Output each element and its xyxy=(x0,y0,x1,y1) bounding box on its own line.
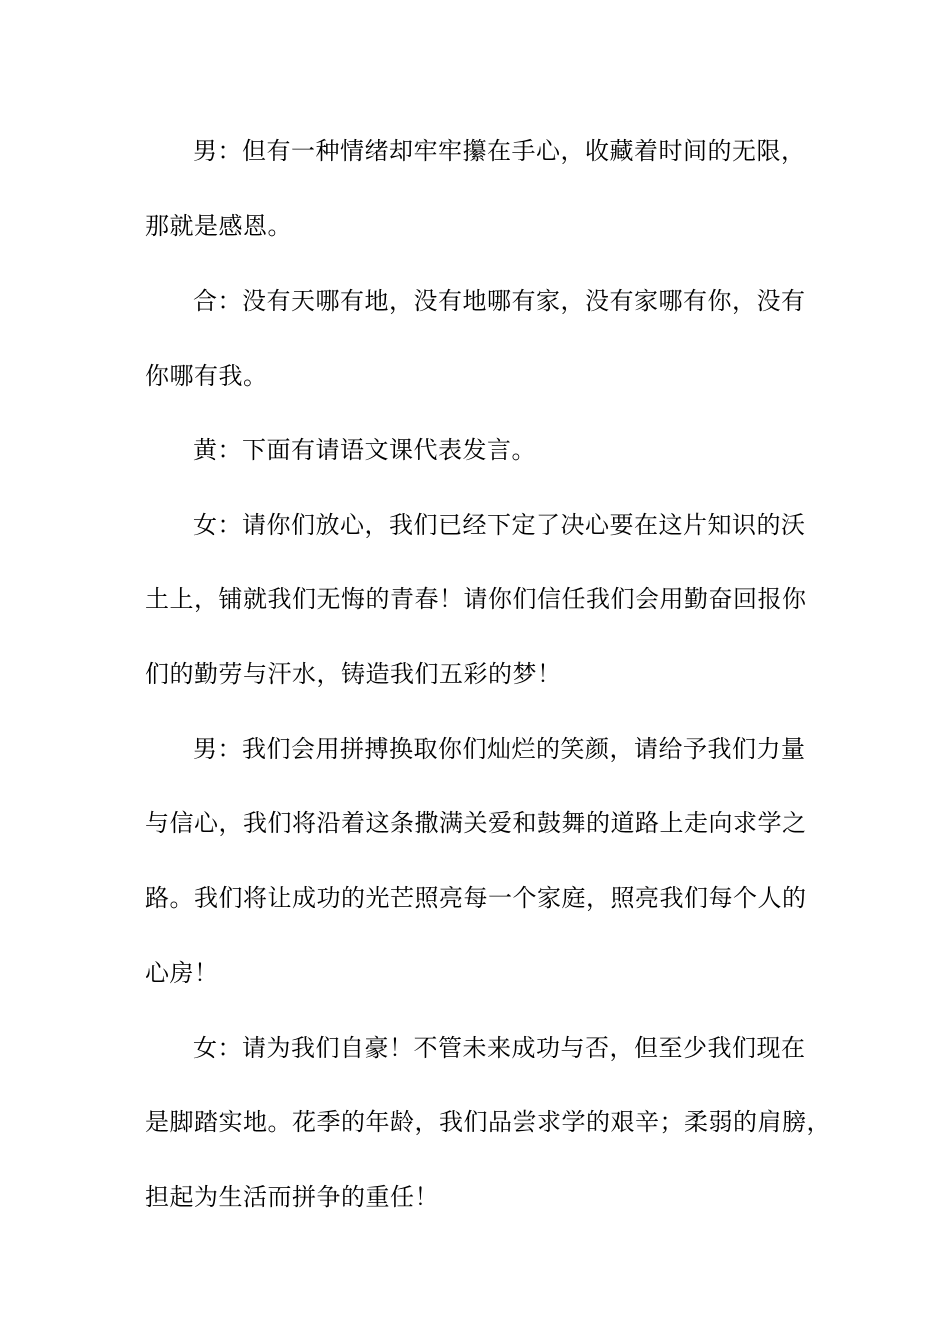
text-line: 男：但有一种情绪却牢牢攥在手心，收藏着时间的无限， xyxy=(193,137,806,165)
text-line: 合：没有天哪有地，没有地哪有家，没有家哪有你，没有 xyxy=(193,287,806,315)
text-line: 心房！ xyxy=(145,959,219,987)
text-line: 土上，铺就我们无悔的青春！请你们信任我们会用勤奋回报你 xyxy=(145,585,807,613)
text-line: 男：我们会用拼搏换取你们灿烂的笑颜，请给予我们力量 xyxy=(193,735,806,763)
text-line: 女：请为我们自豪！不管未来成功与否，但至少我们现在 xyxy=(193,1034,806,1062)
text-line: 是脚踏实地。花季的年龄，我们品尝求学的艰辛；柔弱的肩膀， xyxy=(145,1108,831,1136)
text-line: 与信心，我们将沿着这条撒满关爱和鼓舞的道路上走向求学之 xyxy=(145,809,807,837)
text-line: 女：请你们放心，我们已经下定了决心要在这片知识的沃 xyxy=(193,511,806,539)
text-line: 担起为生活而拼争的重任！ xyxy=(145,1183,439,1211)
text-line: 你哪有我。 xyxy=(145,362,268,390)
text-line: 那就是感恩。 xyxy=(145,212,292,240)
text-line: 黄：下面有请语文课代表发言。 xyxy=(193,436,536,464)
text-line: 们的勤劳与汗水，铸造我们五彩的梦！ xyxy=(145,660,562,688)
text-line: 路。我们将让成功的光芒照亮每一个家庭，照亮我们每个人的 xyxy=(145,884,807,912)
